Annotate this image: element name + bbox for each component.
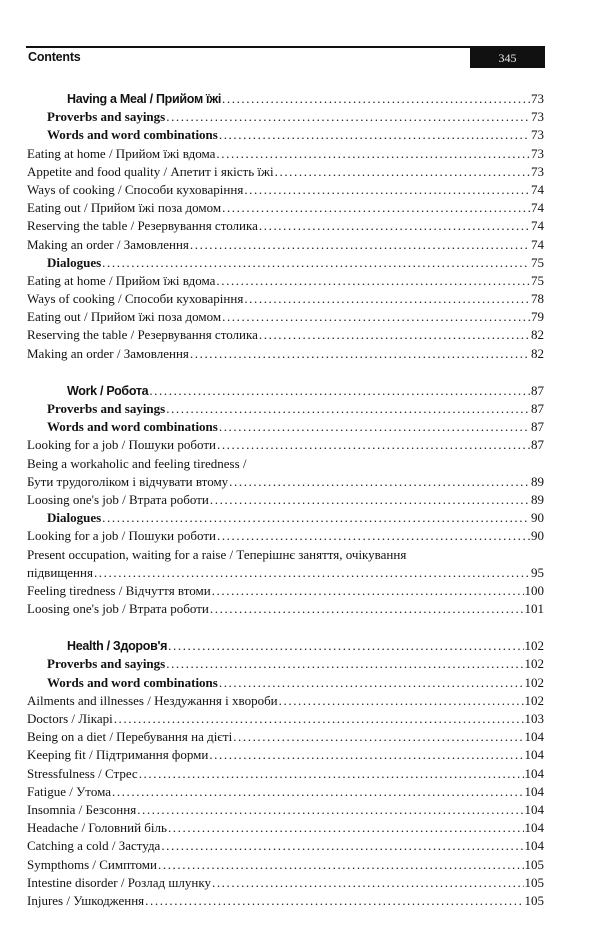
toc-page-number: 87 <box>531 437 544 453</box>
toc-page-number: 82 <box>531 345 544 361</box>
dot-leader <box>190 237 530 253</box>
toc-entry <box>27 784 544 802</box>
toc-page-number: 102 <box>524 638 544 654</box>
toc-entry-text: Catching a cold / Застуда <box>27 838 161 854</box>
toc-page-number: 104 <box>524 838 544 854</box>
toc-entry-text: Eating at home / Прийом їжі вдома <box>27 145 216 161</box>
toc-page-number: 79 <box>531 309 544 325</box>
toc-page-number: 73 <box>531 91 544 106</box>
toc-entry <box>27 857 544 875</box>
toc-page-number: 90 <box>531 528 544 544</box>
dot-leader <box>112 784 524 800</box>
toc-page-number: 104 <box>524 747 544 763</box>
subsection-entry <box>27 109 544 127</box>
toc-page-number: 73 <box>531 145 544 161</box>
section-heading <box>27 638 544 656</box>
dot-leader <box>114 711 524 727</box>
toc-page-number: 87 <box>531 401 544 416</box>
dot-leader <box>161 838 523 854</box>
dot-leader <box>190 346 530 362</box>
toc-entry-text: Feeling tiredness / Відчуття втоми <box>27 582 211 598</box>
toc-entry-text: Loosing one's job / Втрата роботи <box>27 491 209 507</box>
toc-entry-text: Dialogues <box>47 510 102 526</box>
toc-page-number: 90 <box>531 510 544 526</box>
dot-leader <box>217 528 530 544</box>
toc-entry <box>27 838 544 856</box>
dot-leader <box>166 401 530 417</box>
dot-leader <box>244 182 530 198</box>
toc-page-number: 75 <box>531 254 544 270</box>
toc-entry <box>27 237 544 255</box>
toc-entry-text: Health / Здоров'я <box>67 639 168 654</box>
dot-leader <box>210 492 530 508</box>
toc-entry-text: Having a Meal / Прийом їжі <box>67 92 222 106</box>
toc-entry-text: Eating out / Прийом їжі поза домом <box>27 200 222 216</box>
dot-leader <box>209 747 523 763</box>
subsection-entry <box>27 401 544 419</box>
toc-entry-text: Reserving the table / Резервування столика <box>27 218 258 234</box>
toc-page-number: 103 <box>524 711 544 726</box>
toc-entry-text: Making an order / Замовлення <box>27 345 189 361</box>
toc-entry-text: Words and word combinations <box>47 419 218 435</box>
dot-leader <box>210 601 524 617</box>
toc-entry-text: Work / Робота <box>67 383 149 398</box>
toc-page-number: 73 <box>531 163 544 179</box>
dot-leader <box>137 802 523 818</box>
subsection-entry <box>27 656 544 674</box>
subsection-entry <box>27 255 544 273</box>
toc-entry <box>27 492 544 510</box>
dot-leader <box>102 510 530 526</box>
section-heading <box>27 383 544 401</box>
dot-leader <box>259 218 530 234</box>
dot-leader <box>212 583 524 599</box>
toc-entry <box>27 693 544 711</box>
toc-entry-text: Present occupation, waiting for a raise / Теперішнє заняття, очікування <box>27 546 407 562</box>
toc-entry-text: Ways of cooking / Способи куховаріння <box>27 181 244 197</box>
dot-leader <box>279 693 524 709</box>
dot-leader <box>216 273 530 289</box>
toc-entry-text: Looking for a job / Пошуки роботи <box>27 528 216 544</box>
toc-page-number: 104 <box>524 820 544 836</box>
toc-entry <box>27 291 544 309</box>
toc-entry-text: Fatigue / Утома <box>27 783 111 799</box>
dot-leader <box>219 127 530 143</box>
toc-page-number: 102 <box>524 656 544 672</box>
toc-page-number: 73 <box>531 127 544 143</box>
toc-entry <box>27 146 544 164</box>
toc-entry-text: Appetite and food quality / Апетит і якість їжі <box>27 163 274 179</box>
page-number: 345 <box>470 48 545 68</box>
toc-entry <box>27 583 544 601</box>
dot-leader <box>259 327 530 343</box>
toc-page-number: 95 <box>531 564 544 580</box>
toc-entry <box>27 802 544 820</box>
dot-leader <box>145 893 523 909</box>
running-header-title: Contents <box>28 50 81 64</box>
toc-entry <box>27 711 544 729</box>
toc-page-number: 74 <box>531 181 544 197</box>
dot-leader <box>216 146 530 162</box>
subsection-entry <box>27 510 544 528</box>
toc-page-number: 89 <box>531 491 544 507</box>
subsection-entry <box>27 675 544 693</box>
toc-entry-text: Being on a diet / Перебування на дієті <box>27 729 233 745</box>
toc-entry <box>27 747 544 765</box>
dot-leader <box>219 675 524 691</box>
toc-entry <box>27 766 544 784</box>
toc-entry-text: Eating out / Прийом їжі поза домом <box>27 309 222 325</box>
dot-leader <box>166 109 530 125</box>
toc-entry <box>27 729 544 747</box>
toc-entry <box>27 875 544 893</box>
toc-entry <box>27 893 544 911</box>
toc-entry <box>27 437 544 455</box>
section-heading <box>27 91 544 109</box>
dot-leader <box>233 729 523 745</box>
toc-page-number: 74 <box>531 200 544 216</box>
subsection-entry <box>27 127 544 145</box>
dot-leader <box>168 820 524 836</box>
table-of-contents <box>27 91 544 911</box>
toc-entry <box>27 327 544 345</box>
toc-page-number: 89 <box>531 473 544 489</box>
dot-leader <box>229 474 530 490</box>
toc-entry-text: Being a workaholic and feeling tiredness / <box>27 455 247 471</box>
toc-page-number: 104 <box>524 801 544 817</box>
toc-entry <box>27 601 544 619</box>
toc-page-number: 104 <box>524 729 544 745</box>
dot-leader <box>158 857 524 873</box>
toc-entry-text: Ways of cooking / Способи куховаріння <box>27 291 244 307</box>
toc-page-number: 105 <box>524 856 544 872</box>
toc-entry <box>27 474 544 492</box>
toc-entry <box>27 273 544 291</box>
section-gap <box>27 619 544 638</box>
toc-page-number: 74 <box>531 236 544 252</box>
toc-page-number: 104 <box>524 783 544 799</box>
dot-leader <box>212 875 524 891</box>
dot-leader <box>168 638 523 654</box>
toc-page-number: 105 <box>524 892 544 908</box>
toc-page-number: 73 <box>531 109 544 125</box>
toc-entry-text: Proverbs and sayings <box>47 401 166 416</box>
toc-entry-text: Бути трудоголіком і відчувати втому <box>27 473 229 489</box>
toc-page-number: 105 <box>524 874 544 890</box>
toc-entry-text: Proverbs and sayings <box>47 109 166 125</box>
toc-page-number: 101 <box>524 601 544 617</box>
toc-entry-text: Making an order / Замовлення <box>27 236 189 252</box>
toc-entry-text: Reserving the table / Резервування столика <box>27 327 258 343</box>
toc-entry-text: Sympthoms / Симптоми <box>27 856 157 872</box>
toc-entry-text: Ailments and illnesses / Нездужання і хвороби <box>27 692 278 708</box>
dot-leader <box>94 565 530 581</box>
dot-leader <box>222 91 530 107</box>
dot-leader <box>275 164 530 180</box>
dot-leader <box>217 437 530 453</box>
dot-leader <box>166 656 523 672</box>
toc-entry <box>27 547 544 565</box>
toc-entry-text: Headache / Головний біль <box>27 820 167 836</box>
toc-page-number: 75 <box>531 272 544 288</box>
toc-entry-text: Loosing one's job / Втрата роботи <box>27 601 209 617</box>
toc-page-number: 102 <box>524 674 544 690</box>
toc-entry-text: Insomnia / Безсоння <box>27 801 137 817</box>
toc-entry-text: Words and word combinations <box>47 127 218 143</box>
toc-entry-text: Stressfulness / Стрес <box>27 765 138 781</box>
toc-entry <box>27 218 544 236</box>
toc-entry-text: Injures / Ушкодження <box>27 892 145 908</box>
toc-page-number: 87 <box>531 382 544 398</box>
toc-entry <box>27 309 544 327</box>
toc-entry-text: Intestine disorder / Розлад шлунку <box>27 874 211 890</box>
toc-entry <box>27 820 544 838</box>
dot-leader <box>219 419 530 435</box>
toc-page-number: 104 <box>524 765 544 781</box>
toc-entry <box>27 456 544 474</box>
dot-leader <box>102 255 530 271</box>
dot-leader <box>222 200 530 216</box>
toc-entry-text: Looking for a job / Пошуки роботи <box>27 437 216 453</box>
toc-entry-text: Keeping fit / Підтримання форми <box>27 747 209 763</box>
toc-entry <box>27 182 544 200</box>
section-gap <box>27 364 544 383</box>
toc-entry <box>27 565 544 583</box>
dot-leader <box>244 291 530 307</box>
running-header <box>26 46 545 68</box>
toc-entry <box>27 346 544 364</box>
dot-leader <box>139 766 524 782</box>
toc-entry-text: Eating at home / Прийом їжі вдома <box>27 272 216 288</box>
toc-entry <box>27 200 544 218</box>
toc-entry-text: Doctors / Лікарі <box>27 711 113 726</box>
toc-page-number: 102 <box>524 692 544 708</box>
dot-leader <box>222 309 530 325</box>
subsection-entry <box>27 419 544 437</box>
toc-entry-text: підвищення <box>27 564 93 580</box>
toc-entry-text: Words and word combinations <box>47 674 218 690</box>
dot-leader <box>149 383 530 399</box>
toc-page-number: 87 <box>531 419 544 435</box>
toc-entry-text: Proverbs and sayings <box>47 656 166 672</box>
toc-page-number: 78 <box>531 291 544 307</box>
toc-entry <box>27 164 544 182</box>
toc-page-number: 100 <box>524 582 544 598</box>
toc-page-number: 82 <box>531 327 544 343</box>
toc-entry <box>27 528 544 546</box>
toc-entry-text: Dialogues <box>47 254 102 270</box>
toc-page-number: 74 <box>531 218 544 234</box>
